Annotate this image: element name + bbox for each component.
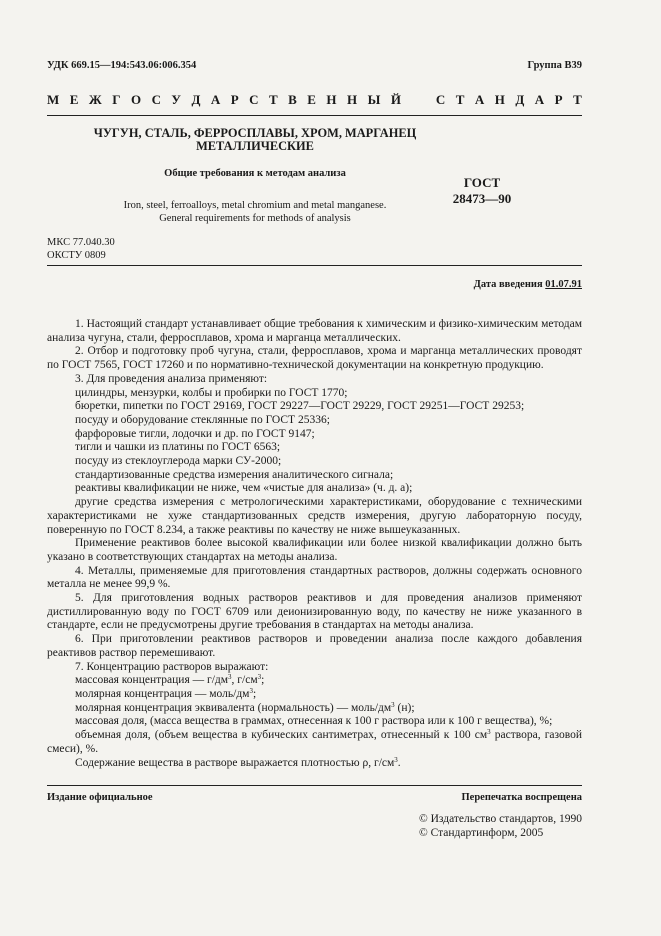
concentration-mass: массовая концентрация — $г/дм^3$, $г/см^3$;	[75, 673, 265, 687]
intro-date-label: Дата введения	[473, 279, 543, 290]
banner-letter: А	[474, 92, 485, 107]
footer-divider	[47, 785, 582, 786]
list-item: стандартизованные средства измерения аналитического сигнала;	[75, 468, 394, 481]
clause-3: 3. Для проведения анализа применяют:	[75, 372, 268, 385]
group-code: Группа В39	[527, 60, 582, 71]
list-item: бюретки, пипетки по ГОСТ 29169, ГОСТ 29227—ГОСТ 29229, ГОСТ 29251—ГОСТ 29253;	[75, 400, 525, 413]
banner-letter: А	[534, 92, 545, 107]
intro-date-value: 01.07.91	[545, 279, 582, 290]
clause-6: 6. При приготовлении реактивов растворов и проведении анализа после каждого добавления реактивов раствор перемешивают.	[47, 633, 582, 659]
banner-letter: Н	[494, 92, 505, 107]
okstu-code: ОКСТУ 0809	[47, 250, 106, 261]
banner-letter: Д	[515, 92, 525, 107]
reprint-prohibited: Перепечатка воспрещена	[461, 792, 582, 803]
banner-letter: С	[151, 92, 161, 107]
banner-letter: Ы	[367, 92, 381, 107]
banner-letter: Г	[112, 92, 121, 107]
clause-4: 4. Металлы, применяемые для приготовления стандартных растворов, должны содержать основного металла не менее 99,9 %.	[47, 564, 582, 591]
clause-2: 2. Отбор и подготовку проб чугуна, стали, ферросплавов, хрома и марганца металлических проводят по ГОСТ 7565, ГОСТ 17260 и по нормативно-технической документации на конкретную продукцию.	[47, 345, 582, 372]
classification-codes	[47, 236, 115, 262]
banner-letter: Й	[390, 92, 401, 107]
clause-7: 7. Концентрацию растворов выражают:	[75, 660, 269, 673]
introduction-date	[474, 279, 582, 290]
banner-letter: Д	[191, 92, 201, 107]
banner-letter: В	[288, 92, 297, 107]
gost-label: ГОСТ	[463, 175, 501, 190]
list-item: посуду из стеклоуглерода марки СУ-2000;	[75, 455, 282, 468]
mks-code: МКС 77.040.30	[47, 237, 115, 248]
banner-letter: Н	[347, 92, 358, 107]
banner-letter: Р	[554, 92, 563, 107]
document-title	[60, 127, 450, 153]
udk-code: УДК 669.15—194:543.06:006.354	[47, 60, 197, 71]
banner-letter: Т	[455, 92, 465, 107]
banner-letter: О	[130, 92, 142, 107]
gost-designation	[447, 175, 517, 207]
official-edition: Издание официальное	[47, 792, 153, 803]
density-expression: Содержание вещества в растворе выражается плотностью ρ, $г/см^3$.	[75, 755, 401, 769]
banner-letter: С	[435, 92, 446, 107]
copyright-line-1: © Издательство стандартов, 1990	[418, 813, 582, 825]
banner-letter: А	[210, 92, 221, 107]
banner-letter: Р	[230, 92, 239, 107]
list-item: тигли и чашки из платины по ГОСТ 6563;	[75, 441, 281, 454]
list-item: цилиндры, мензурки, колбы и пробирки по ГОСТ 1770;	[75, 386, 348, 399]
banner-letter: Т	[573, 92, 582, 107]
interstate-standard-banner	[47, 92, 582, 108]
title-line-1: ЧУГУН, СТАЛЬ, ФЕРРОСПЛАВЫ, ХРОМ, МАРГАНЕЦ	[93, 126, 417, 140]
document-subtitle: Общие требования к методам анализа	[164, 168, 346, 179]
mass-fraction: массовая доля, (масса вещества в граммах, отнесенная к 100 г раствора или к 100 г вещества), %;	[75, 715, 553, 728]
volume-fraction: объемная доля, (объем вещества в кубических сантиметрах, отнесенный к 100 $см^3$ раствора, газовой смеси), %.	[47, 728, 582, 755]
concentration-molar: молярная концентрация — моль/$дм^3$;	[75, 686, 257, 700]
banner-gap	[411, 92, 425, 108]
banner-letter: Н	[326, 92, 337, 107]
english-title-line-1: Iron, steel, ferroalloys, metal chromium and metal manganese.	[123, 200, 387, 211]
list-item: другие средства измерения с метрологическими характеристиками, оборудование с техническими характеристиками не хуже стандартизованных средств измерения, другую лабораторную посуду, поверенную по ГОСТ 8.234, а также реактивы по качеству не ниже вышеуказанных.	[47, 496, 582, 536]
copyright-line-2: © Стандартинформ, 2005	[418, 827, 544, 839]
list-item: посуду и оборудование стеклянные по ГОСТ 25336;	[75, 413, 330, 426]
clause-1: 1. Настоящий стандарт устанавливает общие требования к химическим и физико-химическим методам анализа чугуна, стали, ферросплавов, хрома и марганца металлических.	[47, 318, 582, 344]
concentration-equivalent: молярная концентрация эквивалента (нормальность) — моль/$дм^3$ (н);	[75, 700, 415, 714]
banner-letter: Е	[307, 92, 316, 107]
copyright-block	[419, 812, 582, 840]
banner-letter: М	[47, 92, 60, 107]
title-line-2: МЕТАЛЛИЧЕСКИЕ	[196, 139, 314, 153]
gost-number: 28473—90	[452, 191, 512, 206]
banner-letter: У	[171, 92, 181, 107]
header-divider	[47, 265, 582, 266]
banner-letter: Е	[69, 92, 79, 107]
list-item: фарфоровые тигли, лодочки и др. по ГОСТ 9147;	[75, 427, 315, 440]
top-divider	[47, 115, 582, 116]
clause-5: 5. Для приготовления водных растворов реактивов и для проведения анализов применяют дистиллированную воду по ГОСТ 6709 или деионизированную воду, по качеству не ниже указанного в стандарте, если не предусмотрены другие требования в стандартах на методы анализа.	[47, 592, 582, 632]
banner-letter: С	[249, 92, 259, 107]
banner-letter: Т	[269, 92, 278, 107]
list-item: реактивы квалификации не ниже, чем «чистые для анализа» (ч. д. а);	[75, 482, 413, 495]
english-title	[60, 199, 450, 225]
banner-letter: Ж	[88, 92, 102, 107]
document-body	[47, 318, 582, 770]
clause-3-note: Применение реактивов более высокой квалификации или более низкой квалификации должно быть указано в соответствующих стандартах на методы анализа.	[47, 537, 582, 563]
english-title-line-2: General requirements for methods of analysis	[159, 213, 351, 224]
